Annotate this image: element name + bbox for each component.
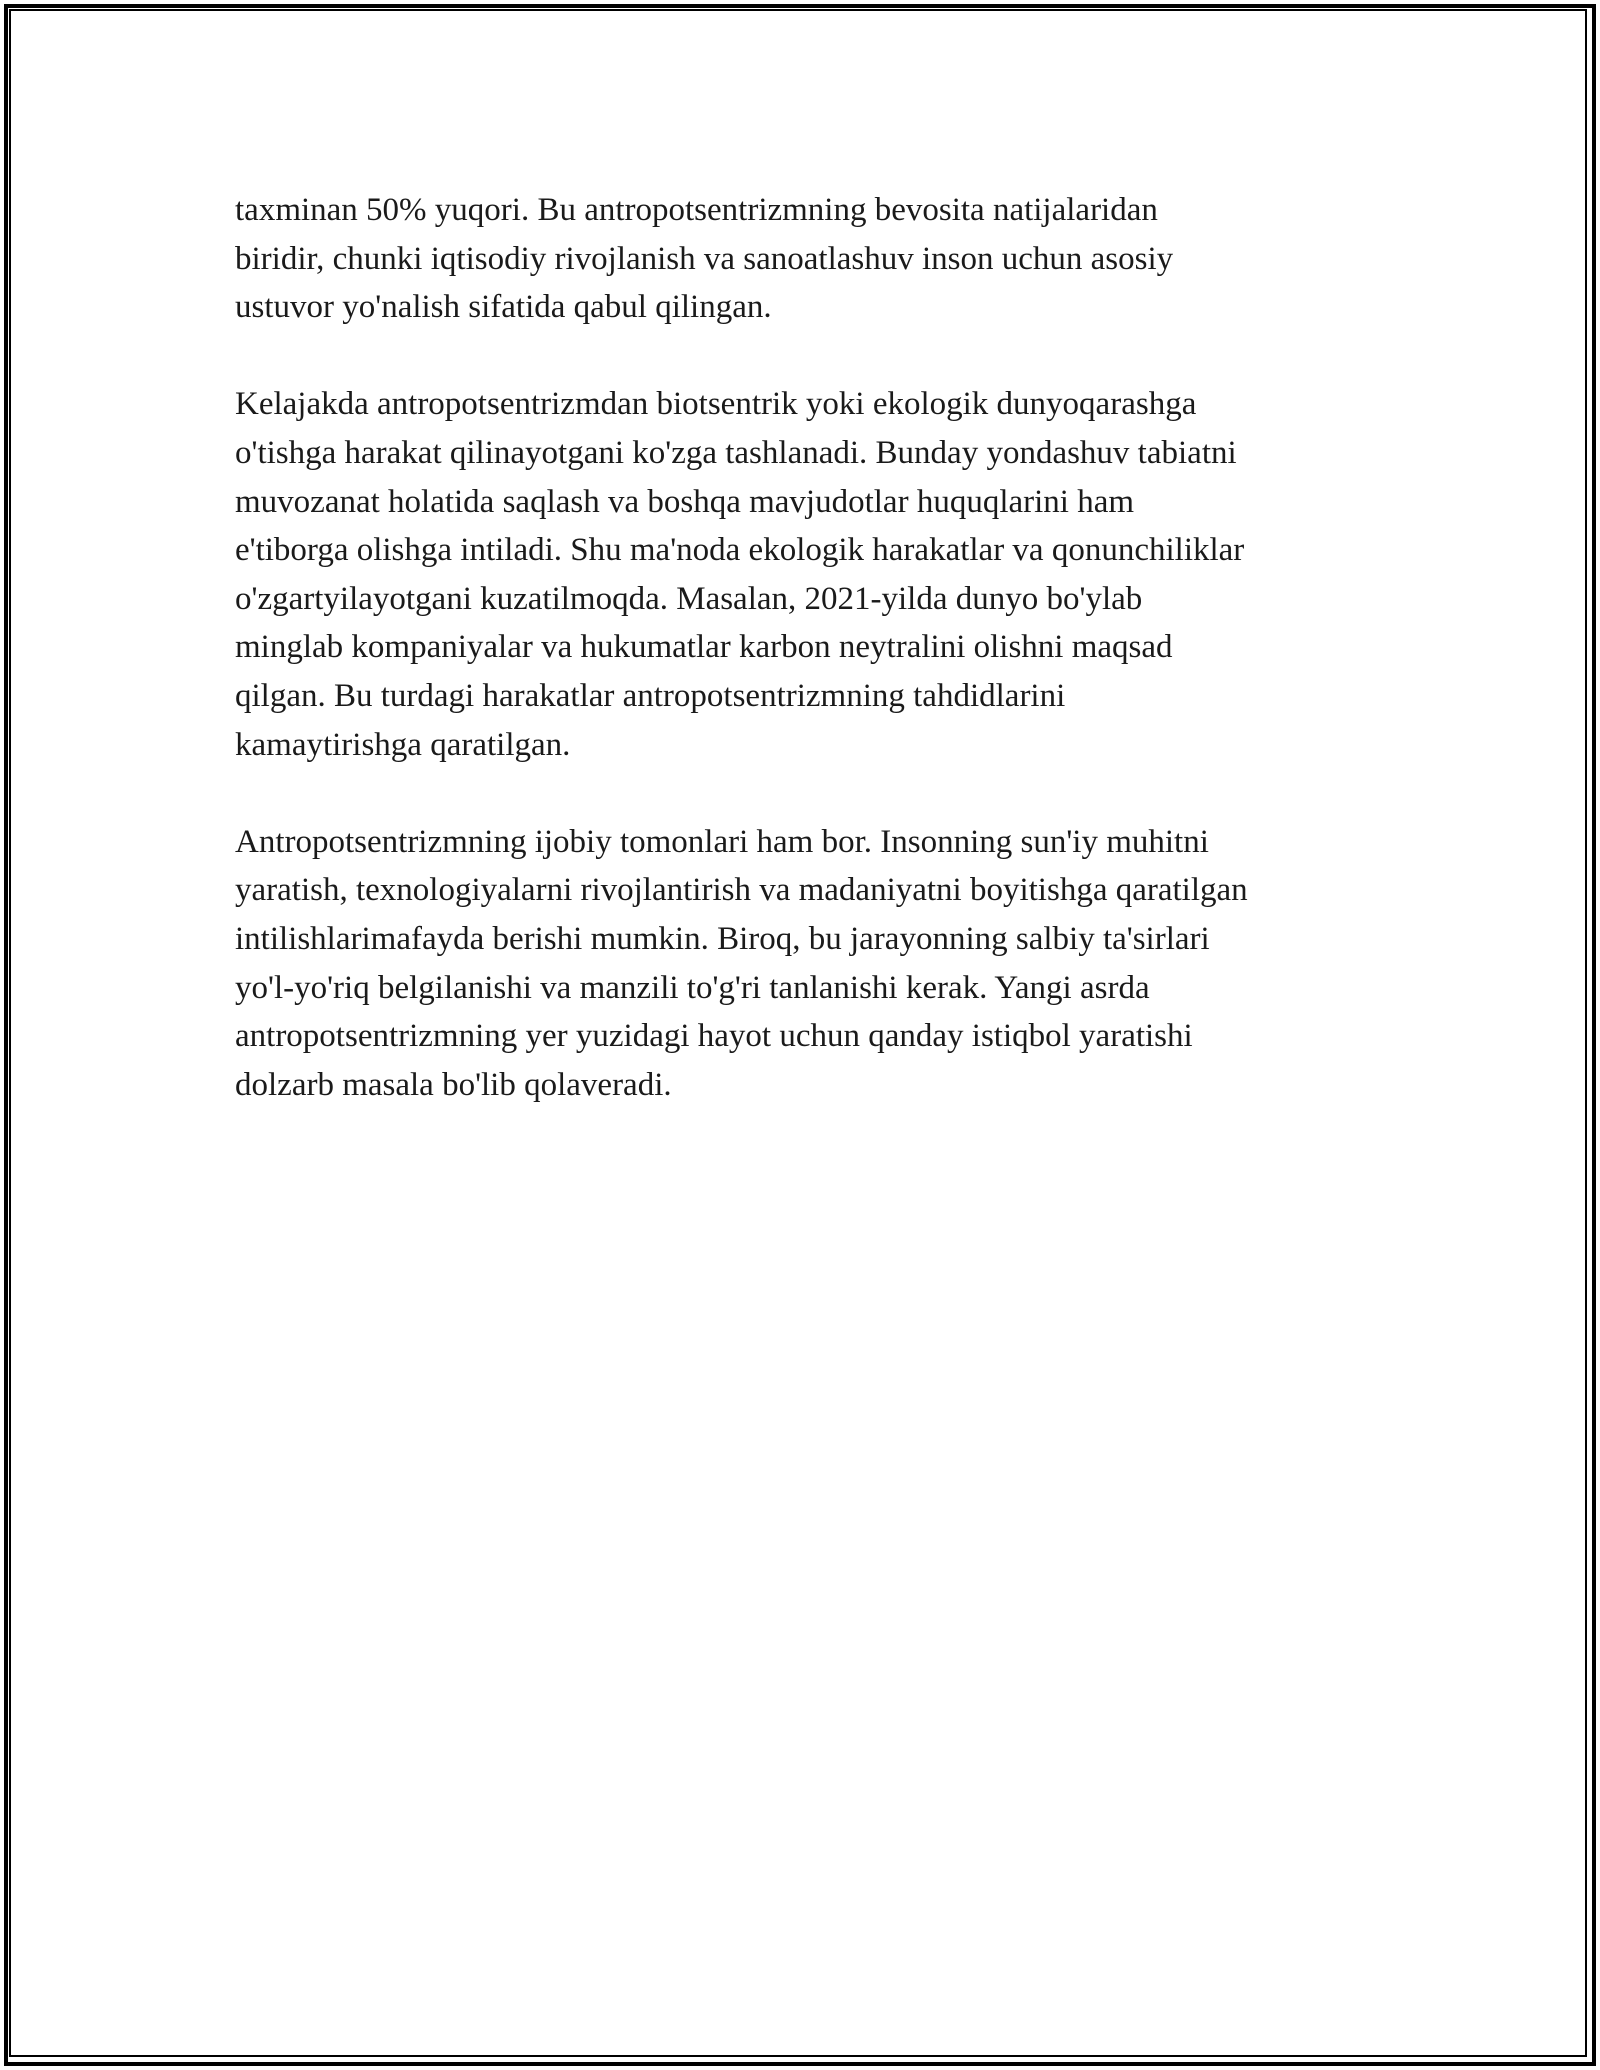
- text-line: taxminan 50% yuqori. Bu antropotsentrizmning bevosita natijalaridan: [235, 192, 1158, 228]
- text-line: ustuvor yo'nalish sifatida qabul qilingan.: [235, 289, 772, 326]
- text-line: o'zgartyilayotgani kuzatilmoqda. Masalan, 2021-yilda dunyo bo'ylab: [235, 580, 1143, 617]
- text-line: antropotsentrizmning yer yuzidagi hayot uchun qanday istiqbol yaratishi: [235, 1018, 1193, 1055]
- text-line: yaratish, texnologiyalarni rivojlantirish va madaniyatni boyitishga qaratilgan: [235, 872, 1248, 909]
- document-body: [235, 186, 1375, 1109]
- paragraph-spacer: [235, 769, 1375, 818]
- text-line: intilishlarimafayda berishi mumkin. Biroq, bu jarayonning salbiy ta'sirlari: [235, 920, 1210, 957]
- text-line: muvozanat holatida saqlash va boshqa mavjudotlar huquqlarini ham: [235, 483, 1135, 520]
- paragraph-spacer: [235, 332, 1375, 381]
- paragraph-3: [235, 818, 1375, 1110]
- paragraph-2: [235, 380, 1375, 769]
- text-line: e'tiborga olishga intiladi. Shu ma'noda ekologik harakatlar va qonunchiliklar: [235, 532, 1245, 569]
- paragraph-1: [235, 186, 1375, 332]
- text-line: Antropotsentrizmning ijobiy tomonlari ham bor. Insonning sun'iy muhitni: [235, 823, 1209, 860]
- text-line: kamaytirishga qaratilgan.: [235, 726, 571, 763]
- text-line: minglab kompaniyalar va hukumatlar karbon neytralini olishni maqsad: [235, 629, 1173, 666]
- text-line: o'tishga harakat qilinayotgani ko'zga tashlanadi. Bunday yondashuv tabiatni: [235, 434, 1237, 471]
- text-line: Kelajakda antropotsentrizmdan biotsentrik yoki ekologik dunyoqarashga: [235, 386, 1197, 423]
- text-line: biridir, chunki iqtisodiy rivojlanish va sanoatlashuv inson uchun asosiy: [235, 240, 1174, 277]
- text-line: dolzarb masala bo'lib qolaveradi.: [235, 1066, 672, 1103]
- text-line: qilgan. Bu turdagi harakatlar antropotsentrizmning tahdidlarini: [235, 677, 1066, 714]
- text-line: yo'l-yo'riq belgilanishi va manzili to'g'ri tanlanishi kerak. Yangi asrda: [235, 969, 1150, 1006]
